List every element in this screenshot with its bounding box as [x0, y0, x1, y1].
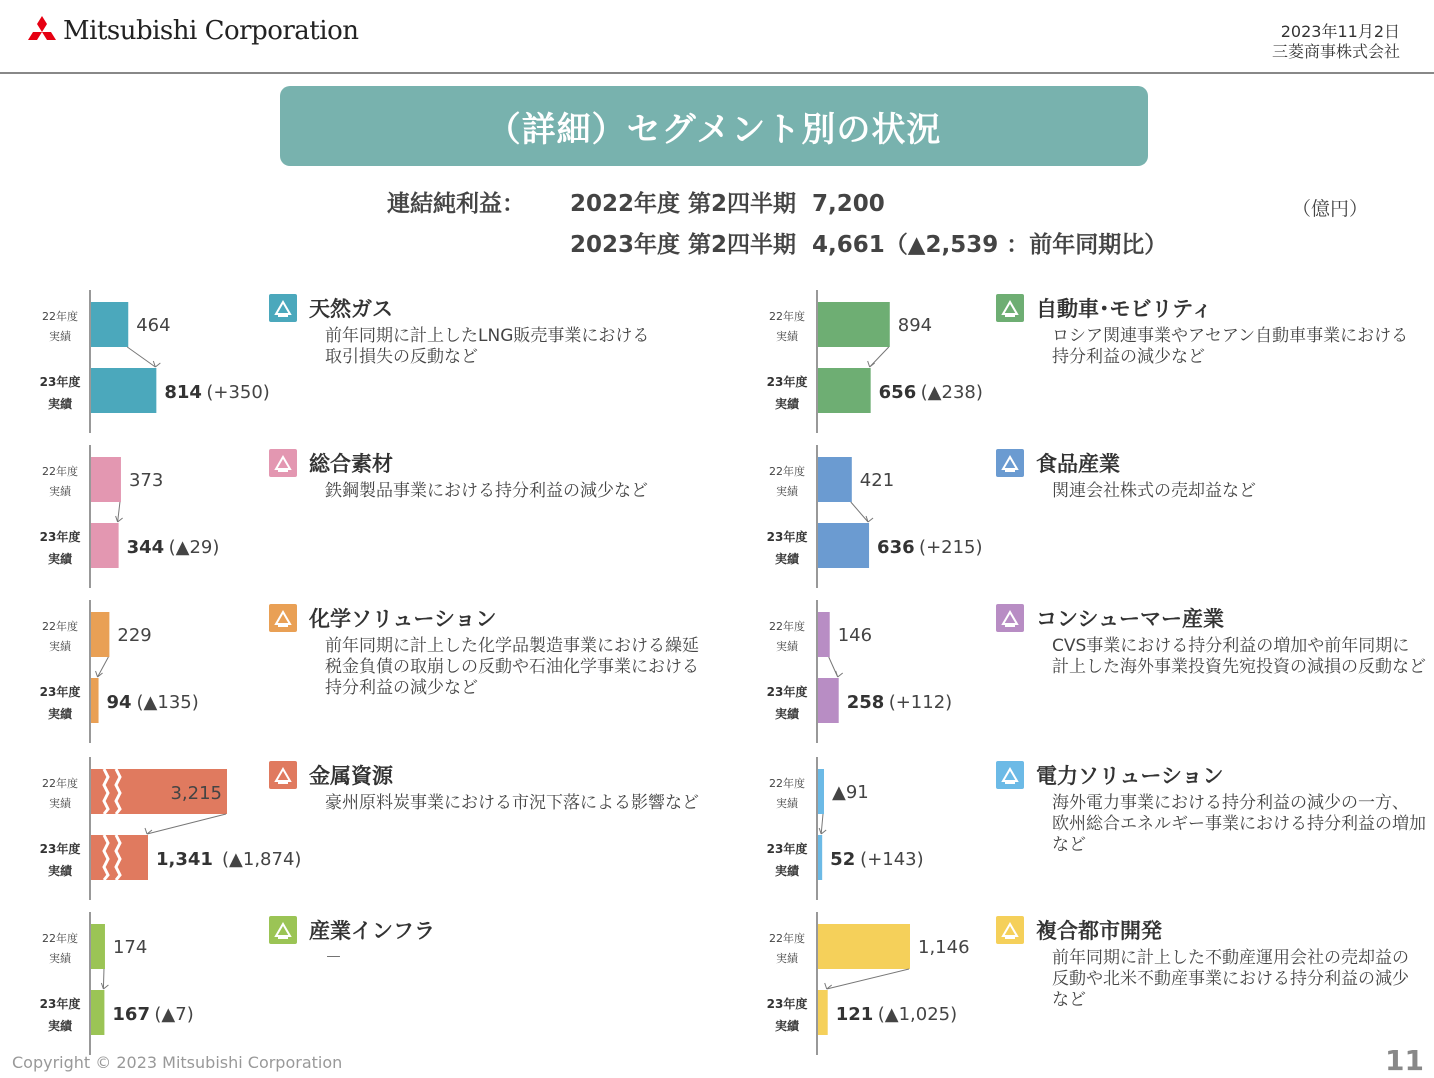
segment-title — [269, 448, 393, 478]
curr-series-label: 23年度 — [39, 685, 81, 699]
segment-name: 産業インフラ — [309, 919, 435, 943]
chemical-icon — [269, 604, 297, 632]
prev-series-label: 22年度 — [42, 465, 78, 478]
segment-chart — [30, 912, 310, 1057]
curr-value-label: 636 — [877, 537, 915, 558]
change-value-label: (+112) — [888, 692, 953, 713]
change-arrow — [851, 502, 873, 522]
bar-prev — [91, 924, 105, 969]
segment-title — [996, 448, 1120, 478]
segment-description: CVS事業における持分利益の増加や前年同期に 計上した海外事業投資先宛投資の減損の反動など — [1052, 636, 1426, 677]
segment-description: 海外電力事業における持分利益の減少の一方、 欧州総合エネルギー事業における持分利益の増加 など — [1052, 793, 1426, 855]
segment-name: 化学ソリューション — [309, 607, 497, 631]
urban-icon — [996, 916, 1024, 944]
materials-icon — [269, 449, 297, 477]
change-value-label: (+350) — [206, 382, 270, 403]
bar-curr — [818, 990, 828, 1035]
change-value-label: (+215) — [919, 537, 983, 558]
bar-prev — [91, 302, 128, 347]
summary-period-2022: 2022年度 第2四半期 — [570, 191, 797, 217]
page-title: （詳細）セグメント別の状況 — [280, 86, 1148, 166]
change-arrow — [829, 657, 843, 677]
prev-value-label: 146 — [837, 625, 873, 646]
prev-series-label: 実績 — [776, 485, 798, 498]
curr-value-label: 52 — [830, 849, 856, 870]
segment-title — [996, 915, 1162, 945]
summary-period-2023: 2023年度 第2四半期 — [570, 232, 797, 258]
segment-chart — [30, 600, 310, 745]
change-arrow — [116, 502, 123, 522]
curr-series-label: 23年度 — [766, 375, 808, 389]
prev-value-label: 421 — [859, 470, 895, 491]
segment-9 — [757, 757, 1434, 902]
bar-curr — [91, 678, 99, 723]
curr-series-label: 実績 — [774, 1019, 800, 1033]
segment-chart-svg — [757, 445, 1037, 590]
prev-series-label: 22年度 — [42, 620, 78, 633]
curr-series-label: 実績 — [774, 552, 800, 566]
segment-name: 天然ガス — [309, 297, 393, 321]
prev-series-label: 実績 — [49, 797, 71, 810]
segment-name: 電力ソリューション — [1036, 764, 1224, 788]
curr-series-label: 23年度 — [766, 842, 808, 856]
prev-series-label: 実績 — [776, 330, 798, 343]
summary-value-2022: 7,200 — [812, 191, 885, 217]
report-date: 2023年11月2日 — [1280, 22, 1400, 41]
company-name: Mitsubishi Corporation — [63, 16, 359, 46]
change-value-label: (▲238) — [920, 382, 983, 403]
curr-value-label: 344 — [126, 537, 165, 558]
segment-title — [996, 293, 1212, 323]
curr-series-label: 実績 — [47, 707, 73, 721]
car-icon — [996, 294, 1024, 322]
summary-row-2022 — [570, 185, 885, 218]
segment-10 — [757, 912, 1434, 1057]
segment-name: コンシューマー産業 — [1036, 607, 1225, 631]
segment-title — [996, 603, 1224, 633]
prev-value-label: 3,215 — [170, 783, 222, 804]
segment-chart-svg — [30, 912, 310, 1057]
prev-series-label: 実績 — [49, 952, 71, 965]
prev-series-label: 実績 — [776, 640, 798, 653]
segment-2 — [30, 445, 730, 590]
segment-4 — [30, 757, 730, 902]
prev-series-label: 22年度 — [42, 932, 78, 945]
bar-curr — [91, 368, 156, 413]
gas-icon — [269, 294, 297, 322]
change-arrow — [825, 969, 909, 989]
food-icon — [996, 449, 1024, 477]
curr-series-label: 実績 — [47, 552, 73, 566]
summary-value-2023: 4,661（▲2,539 ：前年同期比） — [812, 232, 1168, 258]
segment-8 — [757, 600, 1434, 745]
prev-series-label: 実績 — [776, 952, 798, 965]
segment-5 — [30, 912, 730, 1057]
segment-chart — [30, 290, 310, 435]
bar-prev — [818, 457, 852, 502]
page-number: 11 — [1385, 1044, 1424, 1077]
segment-chart-svg — [757, 600, 1037, 745]
change-value-label: (▲135) — [136, 692, 199, 713]
metal-icon — [269, 761, 297, 789]
segment-3 — [30, 600, 730, 745]
change-value-label: (▲29) — [168, 537, 220, 558]
segment-chart — [757, 912, 1037, 1057]
change-arrow — [819, 814, 826, 834]
segment-description: 豪州原料炭事業における市況下落による影響など — [325, 793, 699, 813]
curr-series-label: 23年度 — [39, 375, 81, 389]
segment-description: 関連会社株式の売却益など — [1052, 481, 1256, 501]
change-arrow — [127, 347, 160, 367]
prev-series-label: 22年度 — [769, 310, 805, 323]
segment-title — [269, 603, 497, 633]
change-value-label: (▲7) — [154, 1004, 194, 1025]
curr-series-label: 実績 — [47, 864, 73, 878]
unit-label: （億円） — [1292, 198, 1369, 220]
curr-value-label: 121 — [835, 1004, 874, 1025]
bar-prev — [818, 924, 910, 969]
segment-chart-svg — [757, 290, 1037, 435]
header-info — [1272, 22, 1400, 62]
net-income-summary — [0, 180, 1434, 260]
infra-icon — [269, 916, 297, 944]
segment-chart-svg — [757, 757, 1037, 902]
curr-value-label: 656 — [878, 382, 917, 403]
prev-series-label: 実績 — [776, 797, 798, 810]
bar-curr — [818, 368, 871, 413]
bar-curr — [91, 523, 119, 568]
segment-title — [269, 293, 393, 323]
curr-value-label: 94 — [106, 692, 132, 713]
segment-description: ロシア関連事業やアセアン自動車事業における 持分利益の減少など — [1052, 326, 1409, 367]
prev-series-label: 22年度 — [769, 932, 805, 945]
prev-value-label: 464 — [136, 315, 171, 336]
change-value-label: (+143) — [860, 849, 924, 870]
company-logo — [25, 16, 358, 46]
change-arrow — [96, 657, 109, 677]
segment-name: 自動車･モビリティ — [1036, 297, 1213, 321]
curr-series-label: 23年度 — [39, 530, 81, 544]
segment-name: 総合素材 — [309, 452, 393, 476]
prev-series-label: 22年度 — [769, 777, 805, 790]
prev-series-label: 22年度 — [42, 310, 78, 323]
change-arrow — [101, 969, 108, 989]
bar-curr — [91, 990, 104, 1035]
three-diamonds-icon — [25, 16, 59, 46]
curr-series-label: 実績 — [774, 397, 800, 411]
company-name-jp: 三菱商事株式会社 — [1271, 42, 1400, 61]
prev-series-label: 実績 — [49, 485, 71, 498]
prev-series-label: 22年度 — [769, 465, 805, 478]
prev-series-label: 22年度 — [42, 777, 78, 790]
consumer-icon — [996, 604, 1024, 632]
prev-value-label: ▲91 — [832, 782, 869, 803]
prev-series-label: 22年度 — [769, 620, 805, 633]
prev-value-label: 373 — [128, 470, 164, 491]
curr-series-label: 23年度 — [39, 997, 81, 1011]
curr-value-label: 258 — [846, 692, 885, 713]
change-arrow — [145, 814, 226, 834]
prev-value-label: 229 — [117, 625, 152, 646]
segment-title — [269, 760, 393, 790]
bar-prev — [818, 612, 830, 657]
segment-chart-svg — [30, 445, 310, 590]
segment-chart — [757, 757, 1037, 902]
segment-description: 前年同期に計上した化学品製造事業における繰延 税金負債の取崩しの反動や石油化学事業における 持分利益の減少など — [325, 636, 699, 698]
bar-curr — [818, 523, 869, 568]
curr-series-label: 23年度 — [766, 685, 808, 699]
segment-name: 食品産業 — [1036, 452, 1120, 476]
segment-title — [996, 760, 1224, 790]
segment-description: 前年同期に計上した不動産運用会社の売却益の 反動や北米不動産事業における持分利益の減少 など — [1052, 948, 1409, 1010]
curr-value-label: 1,341 — [156, 849, 213, 870]
segment-chart-svg — [30, 290, 310, 435]
curr-value-label: 167 — [112, 1004, 150, 1025]
segment-6 — [757, 290, 1434, 435]
curr-series-label: 23年度 — [39, 842, 81, 856]
segment-7 — [757, 445, 1434, 590]
summary-label: 連結純利益： — [387, 191, 525, 217]
segment-chart — [30, 757, 310, 902]
bar-prev — [818, 769, 824, 814]
curr-series-label: 実績 — [47, 1019, 73, 1033]
segment-chart — [757, 290, 1037, 435]
segment-description: 前年同期に計上したLNG販売事業における 取引損失の反動など — [325, 326, 650, 367]
segment-description: 鉄鋼製品事業における持分利益の減少など — [325, 481, 648, 501]
segment-chart-svg — [30, 757, 310, 902]
curr-series-label: 実績 — [774, 707, 800, 721]
curr-series-label: 実績 — [47, 397, 73, 411]
prev-value-label: 894 — [897, 315, 933, 336]
copyright: Copyright © 2023 Mitsubishi Corporation — [12, 1053, 343, 1072]
prev-value-label: 1,146 — [918, 937, 970, 958]
segment-description: － — [325, 948, 342, 968]
summary-row-2023 — [570, 226, 1167, 259]
bar-prev — [818, 302, 890, 347]
prev-series-label: 実績 — [49, 330, 71, 343]
power-icon — [996, 761, 1024, 789]
prev-value-label: 174 — [112, 937, 148, 958]
bar-prev — [91, 612, 109, 657]
segment-title — [269, 915, 435, 945]
segment-name: 金属資源 — [309, 764, 393, 788]
bar-curr — [818, 835, 822, 880]
curr-value-label: 814 — [164, 382, 202, 403]
segment-chart — [30, 445, 310, 590]
segment-chart — [757, 600, 1037, 745]
segment-chart — [757, 445, 1037, 590]
change-arrow — [868, 347, 889, 367]
segment-chart-svg — [30, 600, 310, 745]
bar-prev — [91, 457, 121, 502]
segment-chart-svg — [757, 912, 1037, 1057]
curr-series-label: 23年度 — [766, 530, 808, 544]
curr-series-label: 実績 — [774, 864, 800, 878]
change-value-label: (▲1,874) — [222, 849, 302, 870]
bar-curr — [818, 678, 839, 723]
segment-1 — [30, 290, 730, 435]
prev-series-label: 実績 — [49, 640, 71, 653]
page-header — [0, 0, 1434, 74]
segment-name: 複合都市開発 — [1036, 919, 1162, 943]
curr-series-label: 23年度 — [766, 997, 808, 1011]
change-value-label: (▲1,025) — [877, 1004, 958, 1025]
